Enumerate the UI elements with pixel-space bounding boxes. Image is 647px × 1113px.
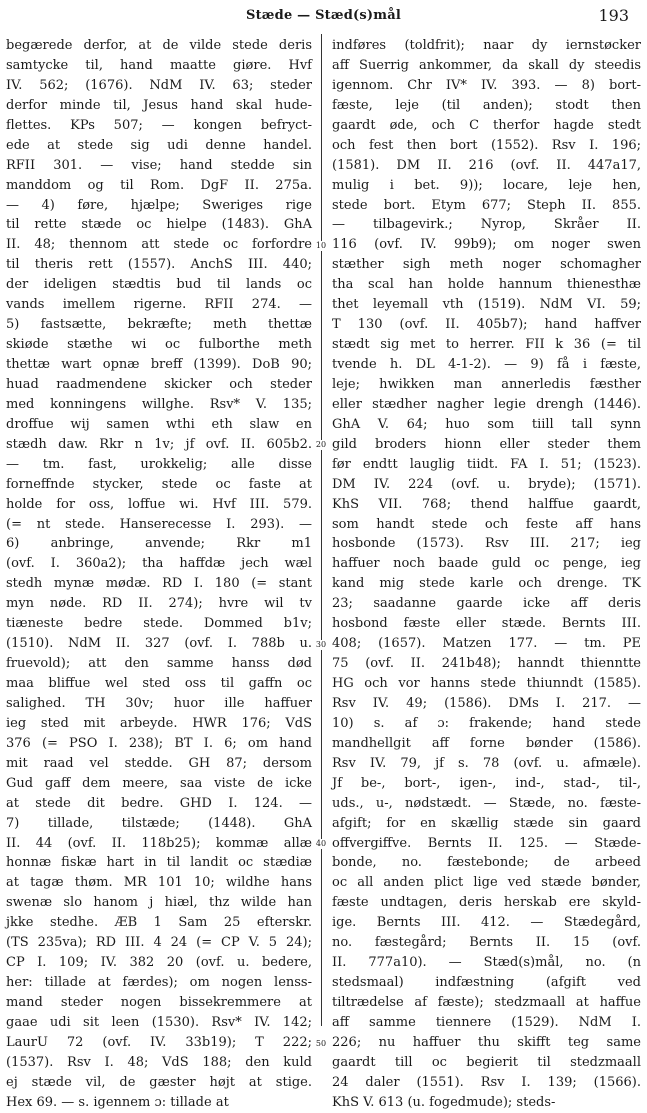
text-line: manddom og til Rom. DgF II. 275a.: [6, 177, 312, 193]
text-line: Hex 69. — s. igennem ɔ: tillade at: [6, 1094, 229, 1110]
text-line: forneffnde stycker, stede oc faste at: [6, 476, 312, 492]
text-line: her: tillade at færdes); om nogen lenss-: [6, 975, 312, 991]
text-line: (ovf. I. 360a2); tha haffdæ jech wæl: [6, 556, 312, 572]
text-line: RFII 301. — vise; hand stedde sin: [6, 157, 312, 173]
text-line: før endtt lauglig tiidt. FA I. 51; (1523).: [332, 456, 641, 472]
text-line: aff samme tiennere (1529). NdM I.: [332, 1014, 641, 1030]
text-line: gaardt øde, och C therfor hagde stedt: [332, 117, 641, 133]
text-line: 75 (ovf. II. 241b48); hanndt thienntte: [332, 656, 641, 672]
page-number: 193: [598, 6, 629, 25]
text-line: KhS V. 613 (u. fogedmude); steds-: [332, 1094, 556, 1110]
text-line: myn nøde. RD II. 274); hvre wil tv: [6, 596, 312, 612]
right-column: [332, 36, 641, 1110]
text-line: tvende h. DL 4-1-2). — 9) få i fæste,: [332, 357, 641, 372]
text-line: 116 (ovf. IV. 99b9); om noger swen: [332, 237, 641, 253]
text-line: maa bliffue wel sted oss til gaffn oc: [6, 676, 312, 691]
text-line: 23; saadanne gaarde icke aff deris: [332, 596, 641, 612]
text-line: II. 44 (ovf. II. 118b25); kommæ allæ: [6, 835, 312, 851]
text-line: begærede derfor, at de vilde stede deris: [6, 38, 312, 53]
text-line: stædh daw. Rkr n 1v; jf ovf. II. 605b2.: [6, 436, 312, 452]
text-line: vands imellem rigerne. RFII 274. —: [6, 297, 312, 313]
text-line: thet leyemall vth (1519). NdM VI. 59;: [332, 297, 641, 313]
text-line: mit raad vel stedde. GH 87; dersom: [6, 755, 312, 771]
column-divider: [321, 34, 322, 1026]
left-column: [6, 36, 312, 1110]
text-line: T 130 (ovf. II. 405b7); hand haffver: [332, 317, 641, 333]
text-line: II. 777a10). — Stæd(s)mål, no. (n: [332, 955, 641, 971]
text-line: honnæ fiskæ hart in til landit oc stædiæ: [6, 855, 312, 871]
text-line: 408; (1657). Matzen 177. — tm. PE: [332, 636, 641, 652]
text-line: uds., u-, nødstædt. — Stæde, no. fæste-: [332, 795, 641, 811]
text-line: at tagæ thøm. MR 101 10; wildhe hans: [6, 875, 312, 891]
margin-line-number: 30: [313, 640, 329, 650]
text-line: — tilbagevirk.; Nyrop, Skråer II.: [332, 217, 641, 233]
text-line: tha scal han holde hannum thienesthæ: [332, 277, 641, 293]
text-line: mandhellgit aff forne bønder (1586).: [332, 735, 641, 751]
text-line: Jf be-, bort-, igen-, ind-, stad-, til-,: [332, 775, 641, 791]
text-line: hosbond fæste eller stæde. Bernts III.: [332, 616, 641, 632]
text-line: (1581). DM II. 216 (ovf. II. 447a17,: [332, 157, 641, 173]
text-line: stedsmaal) indfæstning (afgift ved: [332, 975, 641, 991]
text-line: 7) tillade, tilstæde; (1448). GhA: [6, 815, 312, 831]
text-line: 376 (= PSO I. 238); BT I. 6; om hand: [6, 735, 312, 751]
text-line: indføres (toldfrit); naar dy iernstøcker: [332, 38, 641, 53]
text-line: til theris rett (1557). AnchS III. 440;: [6, 257, 312, 273]
text-line: afgift; for en skællig stæde sin gaard: [332, 815, 641, 831]
text-line: IV. 562; (1676). NdM IV. 63; steder: [6, 77, 312, 93]
text-line: gaardt till oc begierit til stedzmaall: [332, 1054, 641, 1070]
text-line: fæste, leje (til anden); stodt then: [332, 97, 641, 113]
text-line: DM IV. 224 (ovf. u. bryde); (1571).: [332, 476, 641, 492]
running-head: Stæde — Stæd(s)mål: [246, 8, 401, 23]
text-line: bonde, no. fæstebonde; de arbeed: [332, 855, 641, 871]
text-line: salighed. TH 30v; huor ille haffuer: [6, 695, 312, 711]
text-line: som handt stede och feste aff hans: [332, 516, 641, 532]
text-line: med konningens willghe. Rsv* V. 135;: [6, 396, 312, 412]
text-line: oc all anden plict lige ved stæde bønder,: [332, 875, 641, 891]
text-line: 226; nu haffuer thu skifft teg same: [332, 1034, 641, 1050]
text-line: Rsv IV. 79, jf s. 78 (ovf. u. afmæle).: [332, 755, 641, 771]
text-line: 24 daler (1551). Rsv I. 139; (1566).: [332, 1074, 641, 1090]
text-line: 6) anbringe, anvende; Rkr m1: [6, 536, 312, 552]
text-line: KhS VII. 768; thend halffue gaardt,: [332, 496, 641, 512]
text-line: (= nt stede. Hanserecesse I. 293). —: [6, 516, 312, 532]
text-line: kand mig stede karle och drenge. TK: [332, 576, 641, 592]
text-line: til rette stæde oc hielpe (1483). GhA: [6, 217, 312, 233]
text-line: (TS 235va); RD III. 4 24 (= CP V. 5 24);: [6, 935, 312, 951]
text-line: 10) s. af ɔ: frakende; hand stede: [332, 715, 641, 731]
text-line: (1510). NdM II. 327 (ovf. I. 788b u.: [6, 636, 312, 652]
text-line: tiltrædelse af fæste); stedzmaall at haffue: [332, 995, 641, 1010]
text-line: offvergiffve. Bernts II. 125. — Stæde-: [332, 835, 641, 851]
margin-line-number: 10: [313, 241, 329, 251]
text-line: ieg sted mit arbeyde. HWR 176; VdS: [6, 715, 312, 731]
text-line: jkke stedhe. ÆB 1 Sam 25 efterskr.: [6, 915, 312, 931]
text-line: der ideligen stædtis bud til lands oc: [6, 277, 312, 293]
text-line: fruevold); att den samme hanss død: [6, 656, 312, 672]
text-line: (1537). Rsv I. 48; VdS 188; den kuld: [6, 1054, 312, 1070]
text-line: swenæ slo hanom j hiæl, thz wilde han: [6, 895, 312, 911]
text-line: hosbonde (1573). Rsv III. 217; ieg: [332, 536, 641, 552]
text-line: GhA V. 64; huo som tiill tall synn: [332, 416, 641, 432]
text-line: LaurU 72 (ovf. IV. 33b19); T 222;: [6, 1034, 312, 1050]
text-line: at stede dit bedre. GHD I. 124. —: [6, 795, 312, 811]
text-line: thettæ wart opnæ breff (1399). DoB 90;: [6, 357, 312, 372]
margin-line-number: 20: [313, 440, 329, 450]
text-line: — tm. fast, urokkelig; alle disse: [6, 456, 312, 472]
text-line: — 4) føre, hjælpe; Sweriges rige: [6, 197, 312, 213]
margin-line-number: 50: [313, 1039, 329, 1049]
text-line: mand steder nogen bissekremmere at: [6, 995, 312, 1010]
text-line: stæther sigh meth noger schomagher: [332, 257, 641, 273]
text-line: HG och vor hanns stede thiunndt (1585).: [332, 676, 641, 691]
text-line: huad raadmendene skicker och steder: [6, 376, 312, 392]
margin-line-number: 40: [313, 839, 329, 849]
text-line: haffuer noch baade guld oc penge, ieg: [332, 556, 641, 572]
text-line: ige. Bernts III. 412. — Stædegård,: [332, 915, 641, 931]
text-line: Gud gaff dem meere, saa viste de icke: [6, 775, 312, 791]
text-line: gild broders hionn eller steder them: [332, 436, 641, 452]
text-line: eller stædher nagher legie drengh (1446).: [332, 396, 641, 412]
text-line: stedh mynæ mødæ. RD I. 180 (= stant: [6, 576, 312, 592]
text-line: no. fæstegård; Bernts II. 15 (ovf.: [332, 935, 641, 951]
text-line: II. 48; thennom att stede oc forfordre: [6, 237, 312, 253]
text-line: mulig i bet. 9)); locare, leje hen,: [332, 177, 641, 193]
text-line: aff Suerrig ankommer, da skall dy steedis: [332, 57, 641, 73]
text-line: holde for oss, loffue wi. Hvf III. 579.: [6, 496, 312, 512]
page-header: [0, 8, 647, 32]
text-line: CP I. 109; IV. 382 20 (ovf. u. bedere,: [6, 955, 312, 971]
text-line: ej stæde vil, de gæster højt at stige.: [6, 1074, 312, 1090]
text-line: skiøde stæthe wi oc fulborthe meth: [6, 337, 312, 353]
text-line: 5) fastsætte, bekræfte; meth thettæ: [6, 317, 312, 333]
text-line: flettes. KPs 507; — kongen befryct-: [6, 117, 312, 133]
text-line: leje; hwikken man annerledis fæsther: [332, 376, 641, 392]
text-line: stædt sig met to herrer. FII k 36 (= til: [332, 337, 641, 353]
text-line: derfor minde til, Jesus hand skal hude-: [6, 97, 312, 113]
text-line: Rsv IV. 49; (1586). DMs I. 217. —: [332, 695, 641, 711]
text-line: samtycke til, hand maatte giøre. Hvf: [6, 57, 312, 73]
text-line: och fest then bort (1552). Rsv I. 196;: [332, 137, 641, 153]
text-line: ede at stede sig udi denne handel.: [6, 137, 312, 153]
text-line: tiæneste bedre stede. Dommed b1v;: [6, 616, 312, 632]
text-line: droffue wij samen wthi eth slaw en: [6, 416, 312, 432]
text-line: gaae udi sit leen (1530). Rsv* IV. 142;: [6, 1014, 312, 1030]
text-line: stede bort. Etym 677; Steph II. 855.: [332, 197, 641, 213]
text-line: fæste undtagen, deris herskab ere skyld-: [332, 895, 641, 911]
text-line: igennom. Chr IV* IV. 393. — 8) bort-: [332, 77, 641, 93]
